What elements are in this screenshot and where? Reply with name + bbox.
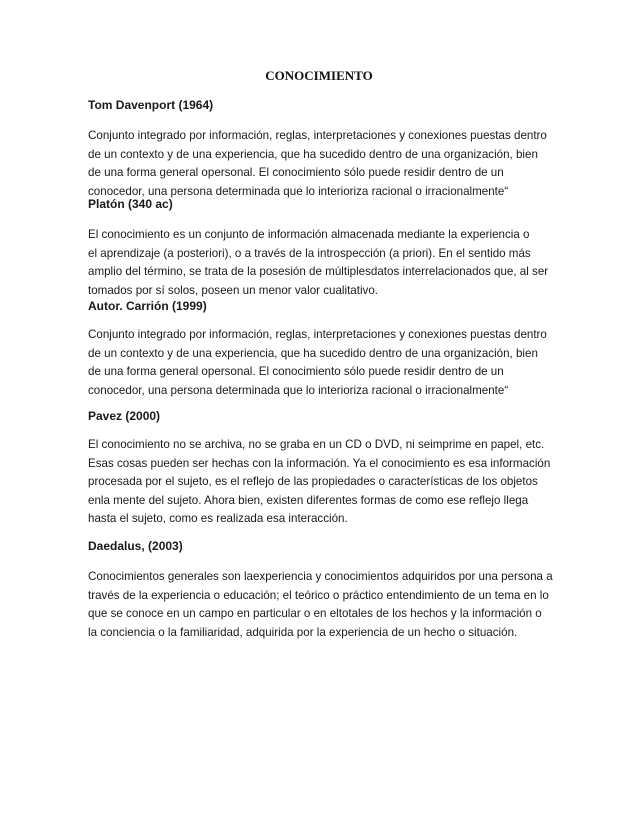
section-paragraph — [88, 226, 558, 300]
section-platon — [88, 196, 558, 300]
section-paragraph — [88, 568, 558, 642]
paragraph-line: de una forma general opersonal. El conocimiento sólo puede residir dentro de un — [88, 365, 504, 379]
paragraph-line: procesada por el sujeto, es el reflejo de las propiedades o características de los objetos — [88, 475, 538, 489]
section-paragraph — [88, 436, 558, 529]
paragraph-line: conocedor, una persona determinada que lo interioriza racional o irracionalmente“ — [88, 383, 509, 397]
paragraph-line: enla mente del sujeto. Ahora bien, existen diferentes formas de como ese reflejo llega — [88, 493, 529, 507]
paragraph-line: de un contexto y de una experiencia, que ha sucedido dentro de una organización, bien — [88, 147, 538, 161]
paragraph-line: Conjunto integrado por información, reglas, interpretaciones y conexiones puestas dentro — [88, 328, 547, 341]
paragraph-line: Conjunto integrado por información, reglas, interpretaciones y conexiones puestas dentro — [88, 129, 547, 142]
section-heading: Tom Davenport (1964) — [88, 98, 214, 112]
paragraph-line: Conocimientos generales son laexperiencia y conocimientos adquiridos por una persona a — [88, 570, 553, 583]
section-paragraph — [88, 326, 558, 400]
section-heading: Daedalus, (2003) — [88, 539, 183, 553]
paragraph-line: hasta el sujeto, como es realizada esa interacción. — [88, 512, 348, 526]
section-paragraph — [88, 127, 558, 201]
paragraph-line: través de la experiencia o educación; el teórico o práctico entendimiento de un tema en lo — [88, 588, 549, 602]
paragraph-line: conocedor, una persona determinada que lo interioriza racional o irracionalmente“ — [88, 184, 509, 198]
section-pavez — [88, 408, 558, 529]
section-carrion — [88, 298, 558, 400]
paragraph-line: que se conoce en un campo en particular o en eltotales de los hechos y la información o — [88, 607, 542, 621]
section-heading: Autor. Carrión (1999) — [88, 299, 207, 313]
paragraph-line: Esas cosas pueden ser hechas con la información. Ya el conocimiento es esa información — [88, 456, 551, 470]
paragraph-line: El conocimiento no se archiva, no se graba en un CD o DVD, ni seimprime en papel, etc. — [88, 438, 545, 451]
paragraph-line: el aprendizaje (a posteriori), o a través de la introspección (a priori). En el sentido más — [88, 246, 531, 260]
section-heading: Pavez (2000) — [88, 409, 161, 423]
page-title: CONOCIMIENTO — [265, 68, 373, 83]
paragraph-line: tomados por sí solos, poseen un menor valor cualitativo. — [88, 283, 378, 297]
section-daedalus — [88, 538, 558, 642]
paragraph-line: El conocimiento es un conjunto de información almacenada mediante la experiencia o — [88, 228, 530, 241]
paragraph-line: amplio del término, se trata de la posesión de múltiplesdatos interrelacionados que, al ser — [88, 265, 549, 279]
paragraph-line: de un contexto y de una experiencia, que ha sucedido dentro de una organización, bien — [88, 346, 538, 360]
paragraph-line: la conciencia o la familiaridad, adquirida por la experiencia de un hecho o situación. — [88, 625, 518, 639]
paragraph-line: de una forma general opersonal. El conocimiento sólo puede residir dentro de un — [88, 166, 504, 180]
section-heading: Platón (340 ac) — [88, 197, 173, 211]
section-davenport — [88, 97, 558, 201]
